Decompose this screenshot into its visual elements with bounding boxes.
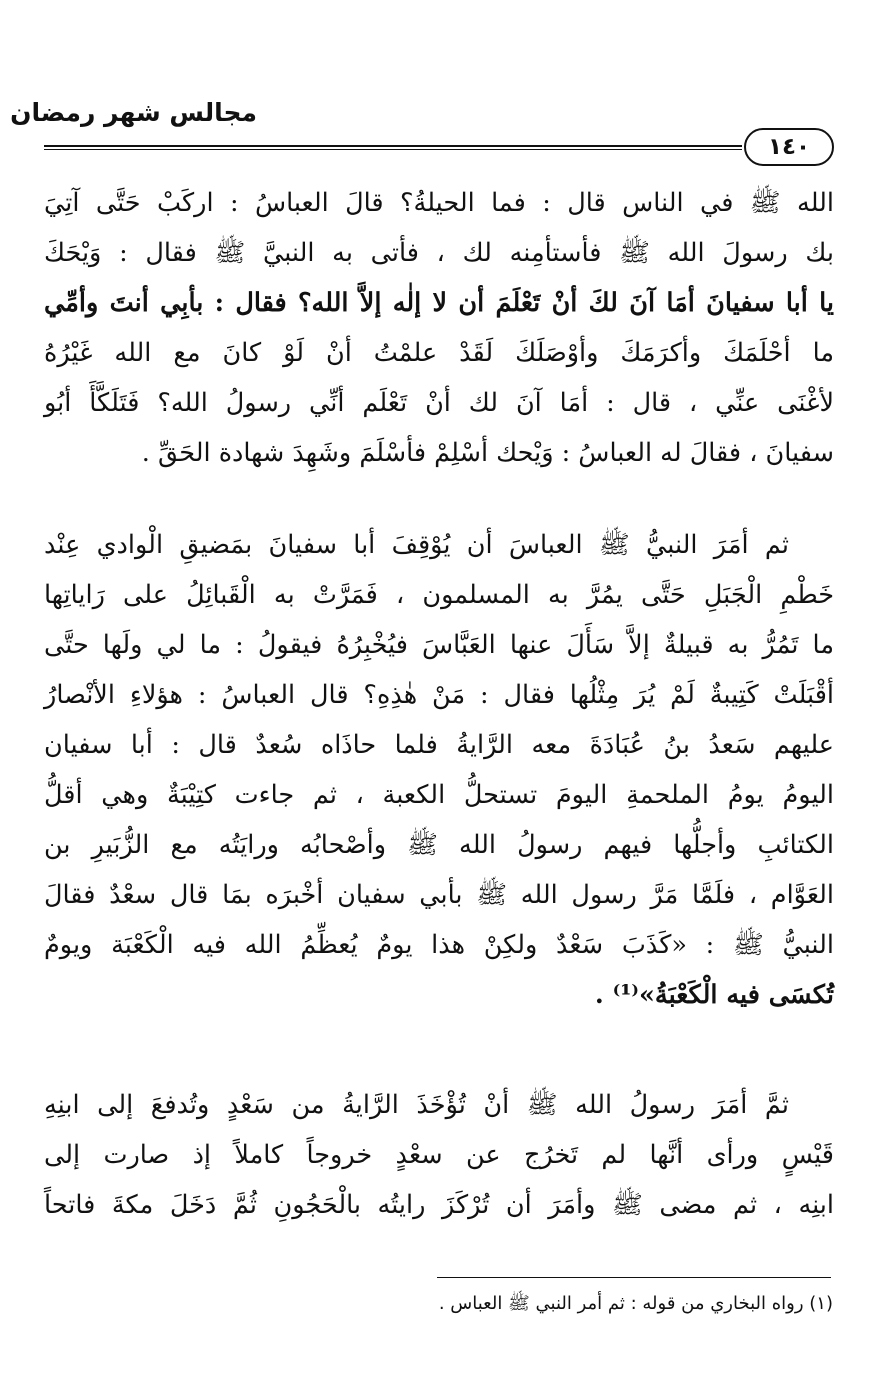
- paragraph-3: [44, 1080, 834, 1230]
- page-number: ١٤٠: [744, 128, 834, 166]
- text-line: تُكسَى فيه الْكَعْبَةُ»⁽¹⁾ .: [594, 980, 834, 1010]
- text-line: العَوَّام ، فلَمَّا مَرَّ رسول الله ﷺ بأبي سفيان أخْبرَه بمَا قال سعْدٌ فقالَ: [44, 880, 834, 910]
- footnote: (١) رواه البخاري من قوله : ثم أمر النبي ﷺ العباس .: [438, 1293, 833, 1314]
- text-line: خَطْمِ الْجَبَلِ حَتَّى يمُرَّ به المسلمون ، فَمَرَّتْ به الْقَبائِلُ على رَاياتِها: [44, 580, 834, 610]
- text-line: ما أحْلَمَكَ وأكرَمَكَ وأوْصَلَكَ لَقَدْ علمْتُ أنْ لَوْ كانَ مع الله غَيْرُهُ: [44, 338, 834, 368]
- text-line: ثم أمَرَ النبيُّ ﷺ العباسَ أن يُوْقِفَ أبا سفيانَ بمَضيقِ الْوادي عِنْد: [44, 530, 789, 560]
- running-title: مجالس شهر رمضان: [10, 98, 257, 127]
- paragraph-2: [44, 520, 834, 1020]
- text-line: بك رسولَ الله ﷺ فأستأمِنه لك ، فأتى به النبيَّ ﷺ فقال : وَيْحَكَ: [44, 238, 834, 268]
- header-rule-line-thin: [44, 149, 742, 150]
- header-rule-line: [44, 145, 742, 147]
- text-line: الكتائبِ وأجلُّها فيهم رسولُ الله ﷺ وأصْحابُه ورايَتُه مع الزُّبَيرِ بن: [44, 830, 834, 860]
- text-line: ثمَّ أمَرَ رسولُ الله ﷺ أنْ تُؤْخَذَ الرَّايةُ من سَعْدٍ وتُدفعَ إلى ابنِهِ: [44, 1090, 789, 1120]
- text-line: عليهم سَعدُ بنُ عُبَادَةَ معه الرَّايةُ فلما حاذَاه سُعدٌ قال : أبا سفيان: [44, 730, 834, 760]
- footnote-rule: [437, 1277, 831, 1278]
- header-rule: [44, 128, 834, 166]
- text-line: الله ﷺ في الناس قال : فما الحيلةُ؟ قالَ العباسُ : اركَبْ حَتَّى آتِيَ: [44, 188, 834, 218]
- text-line: ابنِه ، ثم مضى ﷺ وأمَرَ أن تُرْكَزَ رايتُه بالْحَجُونِ ثُمَّ دَخَلَ مكةَ فاتحاً: [44, 1190, 834, 1220]
- text-line: ما تَمُرُّ به قبيلةٌ إلاَّ سَأَلَ عنها العَبَّاسَ فيُخْبِرُهُ فيقولُ : ما لي ولَها حتَّى: [44, 630, 834, 660]
- text-line: لأغْنَى عنِّي ، قال : أمَا آنَ لك أنْ تَعْلَم أنِّي رسولُ الله؟ فَتَلَكَّأَ أبُو: [44, 388, 834, 418]
- text-line: سفيانَ ، فقالَ له العباسُ : وَيْحك أسْلِمْ فأسْلَمَ وشَهِدَ شهادة الحَقِّ .: [141, 438, 834, 468]
- paragraph-1: [44, 178, 834, 478]
- text-line: يا أبا سفيانَ أمَا آنَ لكَ أنْ تَعْلَمَ أن لا إلٰه إلاَّ الله؟ فقال : بأبِي أنتَ وأمِّي: [44, 288, 834, 318]
- text-line: اليومُ يومُ الملحمةِ اليومَ تستحلُّ الكعبة ، ثم جاءت كتِيْبَةٌ وهي أقلُّ: [44, 780, 834, 810]
- text-line: النبيُّ ﷺ : «كَذَبَ سَعْدٌ ولكِنْ هذا يومٌ يُعظِّمُ الله فيه الْكَعْبَة ويومٌ: [44, 930, 834, 960]
- text-line: قَيْسٍ ورأى أنَّها لم تَخرُج عن سعْدٍ خروجاً كاملاً إذ صارت إلى: [44, 1140, 834, 1170]
- text-line: أقْبَلَتْ كَتِيبةٌ لَمْ يُرَ مِثْلُها فقال : مَنْ هٰذِهِ؟ قال العباسُ : هؤلاءِ الأنْصارُ: [44, 680, 834, 710]
